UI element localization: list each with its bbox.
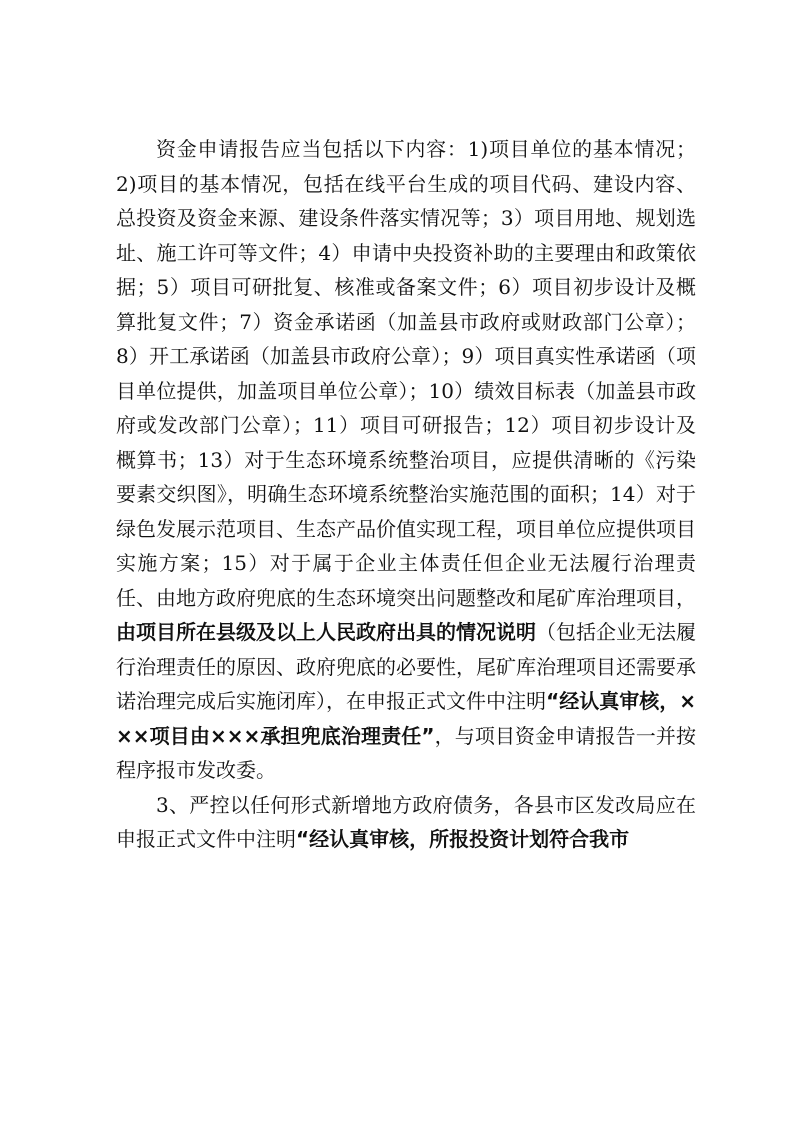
paragraph-text: 3、严控以任何形式新增地方政府债务，各县市区发改局应在申报正式文件中注明 xyxy=(116,792,696,851)
paragraph-text: ，与项目资金申请报告一并按程序报市发改委。 xyxy=(116,723,696,782)
document-body xyxy=(116,132,696,857)
paragraph-text: （包括企业无法履行治理责任的原因、政府兜底的必要性，尾矿库治理项目还需要承诺治理完成后实施闭库），在申报正式文件中注明 xyxy=(116,620,696,713)
bold-phrase-investment-plan-review: “经认真审核，所报投资计划符合我市 xyxy=(296,827,630,851)
paragraph-funding-report-contents xyxy=(116,132,696,788)
bold-phrase-county-government-statement: 由项目所在县级及以上人民政府出具的情况说明 xyxy=(116,620,536,644)
bold-phrase-review-note: “经认真审核，×××项目由×××承担兜底治理责任” xyxy=(116,689,697,748)
paragraph-debt-control xyxy=(116,788,696,857)
paragraph-text: 资金申请报告应当包括以下内容：1)项目单位的基本情况；2)项目的基本情况，包括在线平台生成的项目代码、建设内容、总投资及资金来源、建设条件落实情况等；3）项目用地、规划选址、施工许可等文件；4）申请中央投资补助的主要理由和政策依据；5）项目可研批复、核准或备案文件；6）项目初步设计及概算批复文件；7）资金承诺函（加盖县市政府或财政部门公章）；8）开工承诺函（加盖县市政府公章）；9）项目真实性承诺函（项目单位提供，加盖项目单位公章）；10）绩效目标表（加盖县市政府或发改部门公章）；11）项目可研报告；12）项目初步设计及概算书；13）对于生态环境系统整治项目，应提供清晰的《污染要素交织图》，明确生态环境系统整治实施范围的面积；14）对于绿色发展示范项目、生态产品价值实现工程，项目单位应提供项目实施方案；15）对于属于企业主体责任但企业无法履行治理责任、由地方政府兜底的生态环境突出问题整改和尾矿库治理项目， xyxy=(116,137,696,610)
